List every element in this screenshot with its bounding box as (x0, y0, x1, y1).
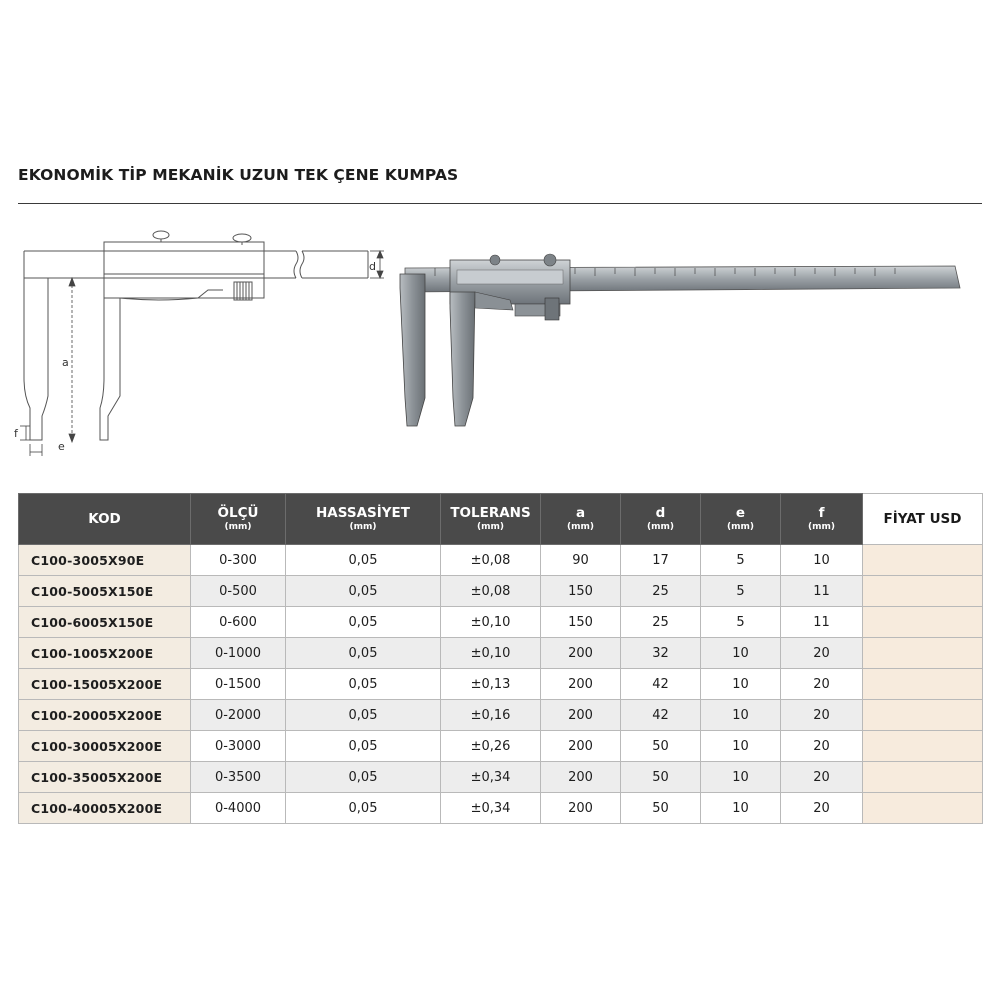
cell-olcu: 0-1000 (191, 638, 286, 669)
cell-hassasiyet: 0,05 (286, 669, 441, 700)
cell-fiyat-usd (863, 607, 983, 638)
cell-tolerans: ±0,08 (441, 545, 541, 576)
cell-fiyat-usd (863, 762, 983, 793)
dimension-label-f: f (14, 427, 18, 440)
cell-d: 17 (621, 545, 701, 576)
cell-kod: C100-40005X200E (19, 793, 191, 824)
cell-e: 5 (701, 545, 781, 576)
cell-kod: C100-5005X150E (19, 576, 191, 607)
cell-fiyat-usd (863, 669, 983, 700)
cell-e: 5 (701, 576, 781, 607)
cell-olcu: 0-1500 (191, 669, 286, 700)
table-header-row (19, 494, 983, 545)
cell-f: 11 (781, 607, 863, 638)
cell-e: 10 (701, 793, 781, 824)
cell-kod: C100-20005X200E (19, 700, 191, 731)
column-header-d: d (mm) (621, 494, 701, 545)
title-divider (18, 203, 982, 204)
cell-d: 25 (621, 607, 701, 638)
cell-tolerans: ±0,10 (441, 638, 541, 669)
dimension-label-d: d (369, 260, 376, 273)
cell-f: 20 (781, 638, 863, 669)
cell-tolerans: ±0,26 (441, 731, 541, 762)
dimension-label-e: e (58, 440, 65, 453)
caliper-technical-drawing (8, 218, 388, 468)
cell-tolerans: ±0,34 (441, 793, 541, 824)
cell-d: 50 (621, 793, 701, 824)
specification-table (18, 493, 983, 824)
cell-fiyat-usd (863, 576, 983, 607)
cell-fiyat-usd (863, 638, 983, 669)
cell-f: 11 (781, 576, 863, 607)
cell-kod: C100-3005X90E (19, 545, 191, 576)
cell-tolerans: ±0,10 (441, 607, 541, 638)
cell-fiyat-usd (863, 731, 983, 762)
cell-kod: C100-15005X200E (19, 669, 191, 700)
cell-tolerans: ±0,34 (441, 762, 541, 793)
cell-olcu: 0-4000 (191, 793, 286, 824)
cell-olcu: 0-3500 (191, 762, 286, 793)
caliper-product-image (395, 248, 985, 438)
cell-f: 20 (781, 700, 863, 731)
cell-a: 200 (541, 700, 621, 731)
cell-f: 20 (781, 669, 863, 700)
cell-olcu: 0-3000 (191, 731, 286, 762)
column-header-tolerans: TOLERANS (mm) (441, 494, 541, 545)
cell-d: 42 (621, 700, 701, 731)
column-header-e: e (mm) (701, 494, 781, 545)
cell-a: 150 (541, 576, 621, 607)
cell-a: 150 (541, 607, 621, 638)
cell-d: 25 (621, 576, 701, 607)
cell-a: 200 (541, 638, 621, 669)
cell-hassasiyet: 0,05 (286, 638, 441, 669)
cell-hassasiyet: 0,05 (286, 700, 441, 731)
table-row (19, 731, 983, 762)
cell-fiyat-usd (863, 545, 983, 576)
cell-a: 200 (541, 669, 621, 700)
cell-kod: C100-6005X150E (19, 607, 191, 638)
dimension-label-a: a (62, 356, 69, 369)
column-header-a: a (mm) (541, 494, 621, 545)
cell-d: 50 (621, 731, 701, 762)
cell-a: 200 (541, 731, 621, 762)
cell-d: 32 (621, 638, 701, 669)
table-row (19, 545, 983, 576)
cell-f: 20 (781, 793, 863, 824)
cell-fiyat-usd (863, 793, 983, 824)
cell-olcu: 0-500 (191, 576, 286, 607)
cell-d: 42 (621, 669, 701, 700)
cell-olcu: 0-300 (191, 545, 286, 576)
cell-e: 10 (701, 669, 781, 700)
cell-hassasiyet: 0,05 (286, 545, 441, 576)
column-header-kod: KOD (19, 494, 191, 545)
cell-d: 50 (621, 762, 701, 793)
cell-e: 10 (701, 700, 781, 731)
cell-e: 5 (701, 607, 781, 638)
cell-a: 200 (541, 793, 621, 824)
page-title: EKONOMİK TİP MEKANİK UZUN TEK ÇENE KUMPAS (18, 166, 459, 184)
cell-fiyat-usd (863, 700, 983, 731)
column-header-f: f (mm) (781, 494, 863, 545)
cell-kod: C100-35005X200E (19, 762, 191, 793)
cell-olcu: 0-2000 (191, 700, 286, 731)
cell-tolerans: ±0,08 (441, 576, 541, 607)
table-row (19, 793, 983, 824)
cell-olcu: 0-600 (191, 607, 286, 638)
cell-e: 10 (701, 762, 781, 793)
table-row (19, 607, 983, 638)
table-row (19, 762, 983, 793)
cell-tolerans: ±0,13 (441, 669, 541, 700)
cell-kod: C100-1005X200E (19, 638, 191, 669)
cell-f: 10 (781, 545, 863, 576)
cell-e: 10 (701, 638, 781, 669)
table-row (19, 700, 983, 731)
cell-tolerans: ±0,16 (441, 700, 541, 731)
cell-hassasiyet: 0,05 (286, 576, 441, 607)
cell-hassasiyet: 0,05 (286, 762, 441, 793)
cell-kod: C100-30005X200E (19, 731, 191, 762)
column-header-hassasiyet: HASSASİYET (mm) (286, 494, 441, 545)
table-row (19, 669, 983, 700)
cell-e: 10 (701, 731, 781, 762)
cell-hassasiyet: 0,05 (286, 793, 441, 824)
column-header-olcu: ÖLÇÜ (mm) (191, 494, 286, 545)
cell-a: 200 (541, 762, 621, 793)
cell-a: 90 (541, 545, 621, 576)
cell-f: 20 (781, 731, 863, 762)
table-row (19, 576, 983, 607)
cell-f: 20 (781, 762, 863, 793)
cell-hassasiyet: 0,05 (286, 731, 441, 762)
cell-hassasiyet: 0,05 (286, 607, 441, 638)
column-header-fiyat-usd: FİYAT USD (863, 494, 983, 545)
table-row (19, 638, 983, 669)
